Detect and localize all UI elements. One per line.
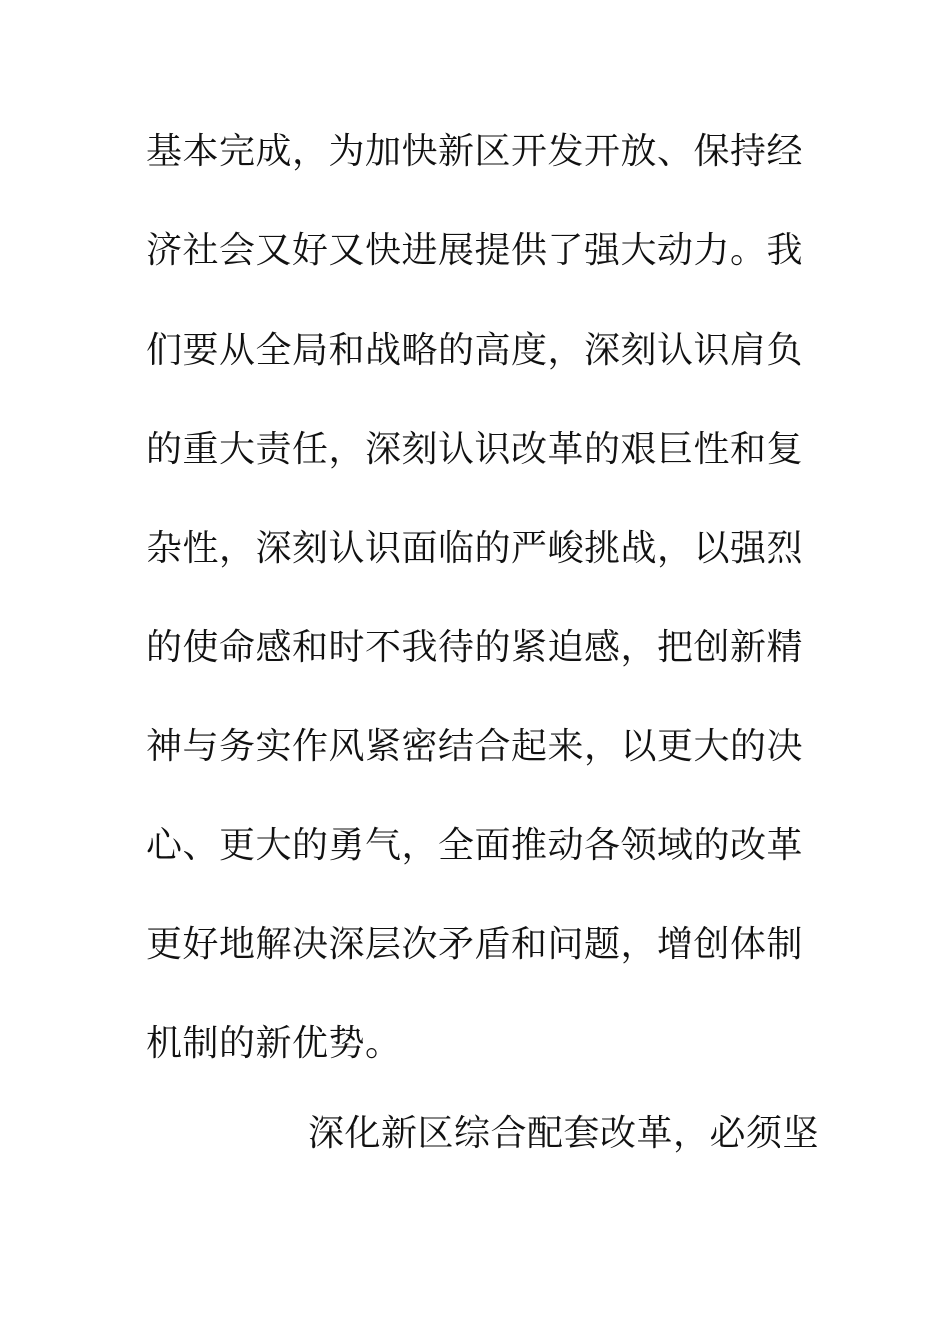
text-line-7: 神与务实作风紧密结合起来，以更大的决 <box>146 726 804 767</box>
text-line-8: 心、更大的勇气，全面推动各领域的改革 <box>146 825 804 866</box>
text-line-4: 的重大责任，深刻认识改革的艰巨性和复 <box>146 429 804 470</box>
text-line-2: 济社会又好又快进展提供了强大动力。我 <box>146 230 804 271</box>
text-line-6: 的使命感和时不我待的紧迫感，把创新精 <box>146 627 804 668</box>
text-line-1: 基本完成，为加快新区开发开放、保持经 <box>146 131 804 172</box>
text-line-5: 杂性，深刻认识面临的严峻挑战，以强烈 <box>146 528 804 569</box>
text-line-3: 们要从全局和战略的高度，深刻认识肩负 <box>146 330 804 371</box>
text-line-9: 更好地解决深层次矛盾和问题，增创体制 <box>146 924 804 965</box>
text-line-10: 机制的新优势。 <box>146 1023 402 1064</box>
paragraph-start-line: 深化新区综合配套改革，必须坚 <box>308 1113 820 1154</box>
